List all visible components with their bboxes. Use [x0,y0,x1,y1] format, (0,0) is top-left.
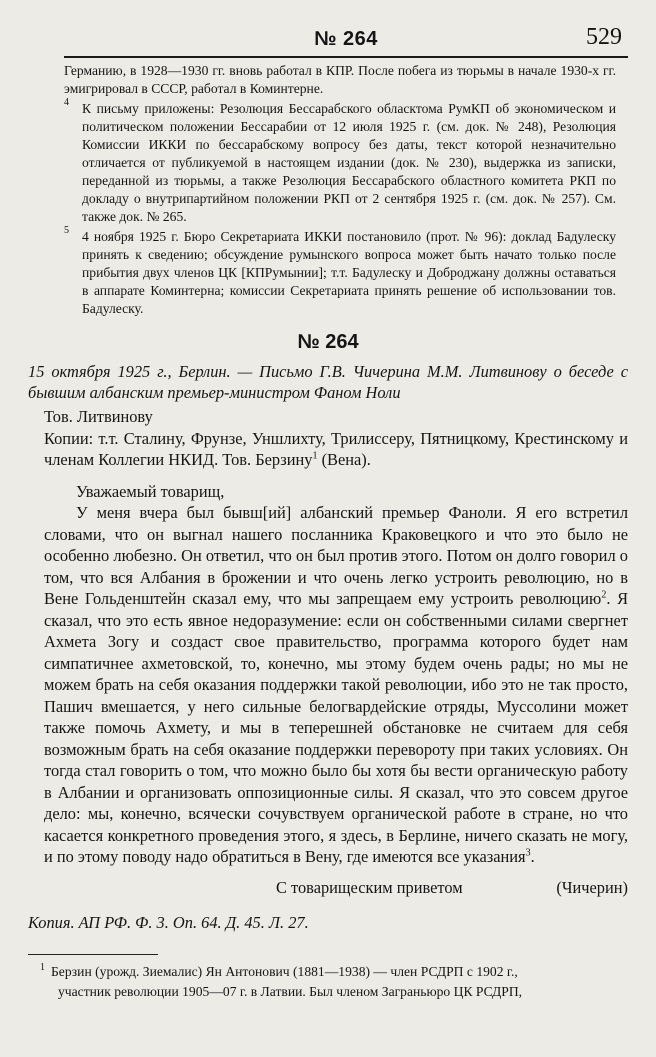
letter-body [44,406,628,868]
letter-text-part-2: . Я сказал, что это есть явное недоразумение: если он собственными силами свергнет Ахмета Зогу и создаст свое правительство, программа которого будет нам симпатичнее ахметовской, то, конечно, мы этому будем очень рады; но мы не можем брать на себя оказания поддержки такой революции, ибо это не так просто, Пашич вмешается, у него сильные белогвардейские отряды, Муссолини может также помочь Ахмету, и мы в теперешней обстановке не считаем для себя возможным брать на себя оказание поддержки перевороту при таких условиях. Он тогда стал говорить о том, что можно было бы хотя бы вести органическую работу в Албании и организовать оппозиционные силы. Я сказал, что это совсем другое дело: мы, конечно, всячески сочувствуем органической работе в стране, но что касается конкретного проведения этого, я здесь, в Берлине, ничего сказать не могу, и по этому поводу надо обратиться в Вену, где имеются все указания [44,589,628,866]
footnote-mark-1: 1 [312,450,318,462]
letter-text-part-1: У меня вчера был бывш[ий] албанский премьер Фаноли. Я его встретил словами, что он выгнал нашего посланника Краковецкого и что это было не особенно любезно. Он ответил, что он был против этого. Потом он долго говорил о том, что вся Албания в брожении и что очень легко устроить революцию, но в Вене Гольденштейн сказал ему, что мы запрещаем ему устроить революцию [44,503,628,608]
closing-phrase: С товарищеским приветом [276,878,463,897]
footnote-divider [28,954,158,955]
footnote-mark-2: 2 [601,589,607,601]
note-4 [64,97,616,226]
note-3-continuation: Германию, в 1928—1930 гг. вновь работал в КПР. После побега из тюрьмы в начале 1930-х гг. эмигрировал в СССР, работал в Коминтерне. [64,63,616,96]
page-footnote [40,962,616,1002]
copies-text: Копии: т.т. Сталину, Фрунзе, Уншлихту, Трилиссеру, Пятницкому, Крестинскому и членам Коллегии НКИД. Тов. Берзину [44,428,628,469]
running-header [64,22,628,58]
footnote-line-1 [40,962,616,982]
page-number: 529 [586,24,622,50]
addressee: Тов. Литвинову [44,407,153,426]
endnotes-block [64,62,616,320]
archive-source: Копия. АП РФ. Ф. 3. Оп. 64. Д. 45. Л. 27. [28,913,309,932]
note-4-text: К письму приложены: Резолюция Бессарабского обласктома РумКП об экономическом и политическом положении Бессарабии от 12 июля 1925 г. (см. док. № 248), Резолюция Комиссии ИККИ по бессарабскому вопросу без даты, текст которой незначительно отличается от публикуемой в настоящем издании (док. № 230), выдержка из записки, переданной из тюрьмы, а также Резолюция Бессарабского областного комитета РКП по докладу о внутрипартийном положении РКП от 2 сентября 1925 г. (см. док. № 257). См. также док. № 265. [82,101,616,224]
letter-text-part-3: . [530,847,535,866]
footnote-line-2: участник революции 1905—07 г. в Латвии. Был членом Заграньюро ЦК РСДРП, [58,984,523,999]
note-5-text: 4 ноября 1925 г. Бюро Секретариата ИККИ постановило (прот. № 96): доклад Бадулеску принять к сведению; обсуждение румынского вопроса может быть начато только после прибытия двух членов ЦК [КПРумынии]; т.т. Бадулеску и Доброджану должны оставаться в аппарате Коминтерна; комиссии Секретариата принять решение об использовании тов. Бадулеску. [82,229,616,316]
signature: (Чичерин) [556,878,628,897]
footnote-1-text: Берзин (урожд. Зиемалис) Ян Антонович (1881—1938) — член РСДРП с 1902 г., [51,964,518,979]
copies-line [44,428,628,471]
signoff [44,878,628,900]
note-4-mark: 4 [64,97,69,108]
greeting: Уважаемый товарищ, [76,481,225,501]
copies-suffix: (Вена). [317,450,371,469]
footnote-mark-3: 3 [525,847,531,859]
header-doc-number: № 264 [314,28,378,50]
document-number-title: № 264 [297,331,359,353]
note-5-mark: 5 [64,225,69,236]
letter-paragraph [44,502,628,868]
footnote-1-mark: 1 [40,962,45,974]
note-5 [64,225,616,318]
document-subtitle: 15 октября 1925 г., Берлин. — Письмо Г.В. Чичерина М.М. Литвинову о беседе с бывшим албанским премьер-министром Фаном Ноли [28,362,628,402]
